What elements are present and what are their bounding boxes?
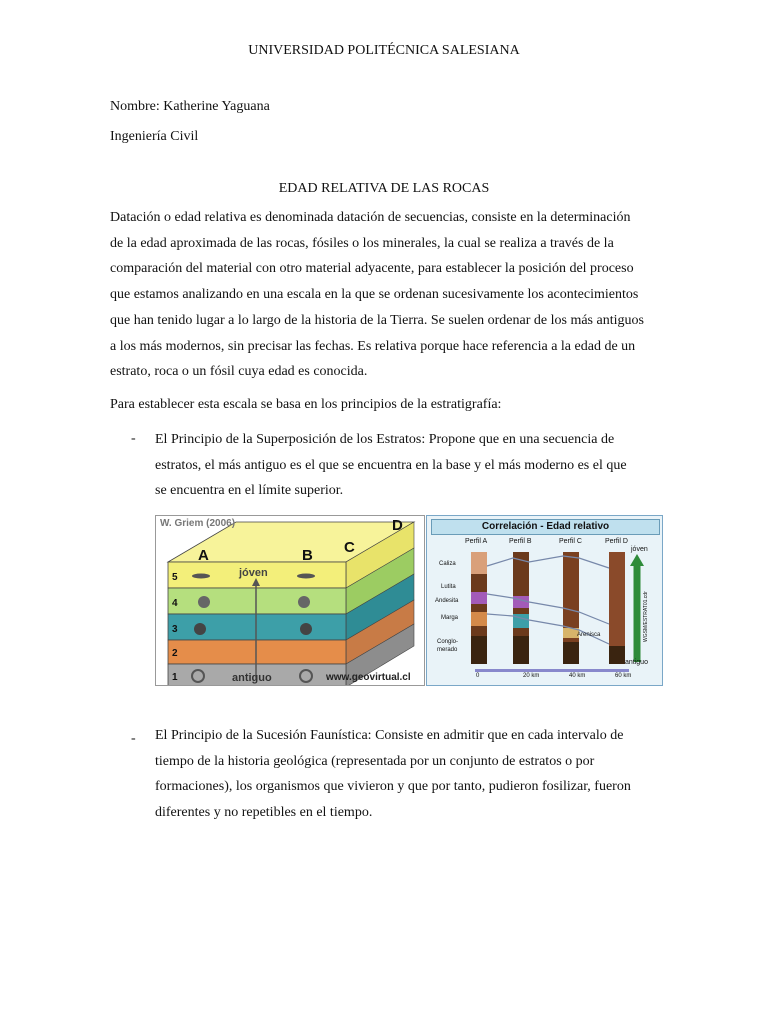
site-label: www.geovirtual.cl <box>326 672 411 683</box>
arenisca-label: Arenisca <box>577 632 601 638</box>
text-line: tiempo de la historia geológica (representada por un conjunto de estratos o por <box>155 753 595 769</box>
student-name: Nombre: Katherine Yaguana <box>110 99 270 114</box>
layer-number: 3 <box>172 624 178 635</box>
layer-number: 2 <box>172 648 178 659</box>
principles-intro: Para establecer esta escala se basa en los principios de la estratigrafía: <box>110 397 502 412</box>
section-title: EDAD RELATIVA DE LAS ROCAS <box>278 181 490 196</box>
text-line: estrato, roca o un fósil cuya edad es conocida. <box>110 364 368 380</box>
text-line: se encuentra en el límite superior. <box>155 483 344 499</box>
university-header: UNIVERSIDAD POLITÉCNICA SALESIANA <box>248 43 520 58</box>
text-line: Datación o edad relativa es denominada datación de secuencias, consiste en la determinación <box>110 210 631 225</box>
old-label: antiguo <box>625 659 648 666</box>
strata-block-diagram <box>155 515 425 686</box>
young-label: jóven <box>239 567 268 579</box>
scale-label: 40 km <box>569 673 586 679</box>
old-label: antiguo <box>232 672 272 684</box>
letter-c: C <box>344 539 355 556</box>
bullet-dash: - <box>131 731 136 746</box>
scale-label: 60 km <box>615 673 632 679</box>
scale-label: 20 km <box>523 673 540 679</box>
student-career: Ingeniería Civil <box>110 129 199 144</box>
scale-label: 0 <box>476 673 480 679</box>
credit-label: W. Griem (2006) <box>160 518 236 529</box>
bullet-superposition <box>155 427 658 504</box>
layer-number: 5 <box>172 572 178 583</box>
text-line: comparación del material con otro material adyacente, para establecer la posición del proceso <box>110 261 634 277</box>
text-line: diferentes y no repetibles en el tiempo. <box>155 805 373 821</box>
profile-label: Perfil C <box>559 538 582 545</box>
rock-label: Conglo- <box>437 639 459 645</box>
text-line: que han tenido lugar a lo largo de la historia de la Tierra. Se suelen ordenar de los más antiguos <box>110 312 644 328</box>
text-line: El Principio de la Sucesión Faunística: Consiste en admitir que en cada intervalo de <box>155 728 624 743</box>
rock-label: Marga <box>441 615 459 621</box>
text-line: El Principio de la Superposición de los Estratos: Propone que en una secuencia de <box>155 432 615 447</box>
rock-label: Caliza <box>439 561 456 567</box>
young-label: jóven <box>631 546 648 553</box>
profile-label: Perfil A <box>465 538 488 545</box>
text-line: a los más modernos, sin precisar las fechas. Es relativa porque hace referencia a la edad de un <box>110 338 636 354</box>
intro-paragraph <box>110 205 658 385</box>
bullet-dash: - <box>131 431 136 446</box>
letter-d: D <box>392 517 403 534</box>
correlation-title: Correlación - Edad relativo <box>431 519 660 535</box>
text-line: de la edad aproximada de las rocas, fósiles o los minerales, la cual se realiza a través de la <box>110 235 614 251</box>
text-line: formaciones), los organismos que vivieron y que por tanto, pudieron fosilizar, fueron <box>155 779 631 795</box>
letter-b: B <box>302 547 313 564</box>
stratigraphy-figure <box>155 515 663 686</box>
rock-label: Andesita <box>435 598 459 604</box>
text-line: estratos, el más antiguo es el que se encuentra en la base y el más moderno es el que <box>155 457 627 473</box>
correlation-diagram <box>426 515 663 686</box>
letter-a: A <box>198 547 209 564</box>
layer-number: 4 <box>172 598 178 609</box>
layer-number: 1 <box>172 672 178 683</box>
text-line: que estamos analizando en una escala en la que se ordenan sucesivamente los acontecimientos <box>110 287 639 303</box>
side-code: WGSM/ESTRAT01.cdr <box>643 591 649 642</box>
profile-label: Perfil D <box>605 538 628 545</box>
profile-label: Perfil B <box>509 538 532 545</box>
rock-label: Lutita <box>441 584 456 590</box>
bullet-faunal-succession <box>155 723 658 826</box>
rock-label: merado <box>437 647 458 653</box>
